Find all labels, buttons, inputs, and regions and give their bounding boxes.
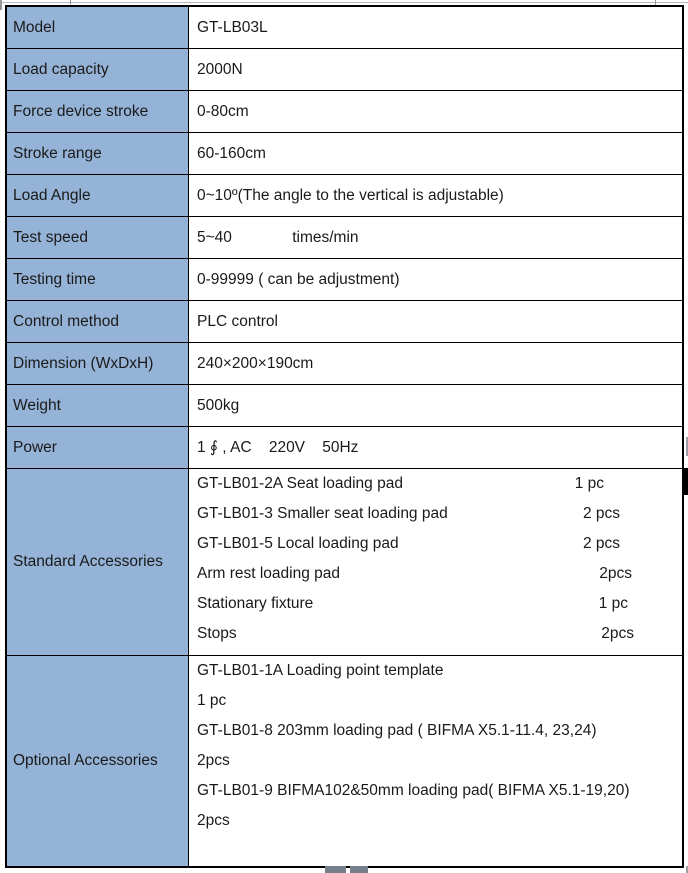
value-load-capacity-text: 2000N bbox=[197, 60, 243, 78]
value-dimension-text: 240×200×190cm bbox=[197, 354, 314, 372]
value-load-angle bbox=[189, 175, 682, 217]
optional-accessory-line: GT-LB01-8 203mm loading pad ( BIFMA X5.1-11.4, 23,24) bbox=[197, 722, 597, 739]
value-standard-accessories bbox=[189, 469, 682, 656]
accessory-qty: 2pcs bbox=[601, 625, 634, 642]
label-optional-accessories bbox=[7, 656, 189, 866]
value-force-device-stroke bbox=[189, 91, 682, 133]
value-power bbox=[189, 427, 682, 469]
label-testing-time bbox=[7, 259, 189, 301]
value-load-angle-text: 0~10º(The angle to the vertical is adjustable) bbox=[197, 186, 504, 204]
label-load-capacity bbox=[7, 49, 189, 91]
label-test-speed bbox=[7, 217, 189, 259]
label-standard-accessories bbox=[7, 469, 189, 656]
standard-accessory-item bbox=[189, 529, 682, 559]
label-model-text: Model bbox=[13, 18, 56, 36]
vertical-scrollbar-thumb[interactable] bbox=[683, 468, 688, 495]
value-weight-text: 500kg bbox=[197, 396, 240, 414]
accessory-name: GT-LB01-5 Local loading pad bbox=[197, 535, 399, 552]
label-model bbox=[7, 7, 189, 49]
accessory-name: Stationary fixture bbox=[197, 595, 314, 612]
standard-accessory-item bbox=[189, 499, 682, 529]
accessory-name: GT-LB01-2A Seat loading pad bbox=[197, 475, 403, 492]
standard-accessory-item bbox=[189, 559, 682, 589]
value-testing-time-text: 0-99999 ( can be adjustment) bbox=[197, 270, 400, 288]
label-load-capacity-text: Load capacity bbox=[13, 60, 109, 78]
label-stroke-range-text: Stroke range bbox=[13, 144, 102, 162]
label-testing-time-text: Testing time bbox=[13, 270, 96, 288]
label-optional-accessories-text: Optional Accessories bbox=[13, 752, 158, 769]
standard-accessory-item bbox=[189, 589, 682, 619]
value-weight bbox=[189, 385, 682, 427]
accessory-qty: 1 pc bbox=[598, 595, 628, 612]
label-dimension-text: Dimension (WxDxH) bbox=[13, 354, 154, 372]
accessory-qty: 1 pc bbox=[574, 475, 604, 492]
accessory-qty: 2pcs bbox=[599, 565, 632, 582]
accessory-name: Arm rest loading pad bbox=[197, 565, 341, 582]
gridline-tick-left bbox=[0, 0, 2, 10]
optional-accessory-line: GT-LB01-9 BIFMA102&50mm loading pad( BIFMA X5.1-19,20) bbox=[197, 782, 630, 799]
specification-table bbox=[5, 5, 684, 868]
label-weight bbox=[7, 385, 189, 427]
value-force-device-stroke-text: 0-80cm bbox=[197, 102, 249, 120]
value-model-text: GT-LB03L bbox=[197, 18, 268, 36]
value-stroke-range-text: 60-160cm bbox=[197, 144, 266, 162]
label-load-angle bbox=[7, 175, 189, 217]
optional-accessory-line: GT-LB01-1A Loading point template bbox=[197, 662, 444, 679]
label-load-angle-text: Load Angle bbox=[13, 186, 91, 204]
value-test-speed-text: 5~40 times/min bbox=[197, 228, 359, 246]
label-power-text: Power bbox=[13, 438, 57, 456]
optional-accessory-line: 2pcs bbox=[197, 812, 230, 829]
gridline-top bbox=[0, 2, 688, 3]
value-model bbox=[189, 7, 682, 49]
label-force-device-stroke-text: Force device stroke bbox=[13, 102, 149, 120]
value-dimension bbox=[189, 343, 682, 385]
accessory-qty: 2 pcs bbox=[582, 535, 620, 552]
horizontal-scrollbar-thumb-left[interactable] bbox=[325, 866, 346, 873]
optional-accessory-line: 2pcs bbox=[197, 752, 230, 769]
accessory-name: GT-LB01-3 Smaller seat loading pad bbox=[197, 505, 448, 522]
label-test-speed-text: Test speed bbox=[13, 228, 88, 246]
value-load-capacity bbox=[189, 49, 682, 91]
value-optional-accessories bbox=[189, 656, 682, 866]
standard-accessory-item bbox=[189, 619, 682, 649]
value-test-speed bbox=[189, 217, 682, 259]
accessory-qty: 2 pcs bbox=[582, 505, 620, 522]
value-power-text: 1 ∮ , AC 220V 50Hz bbox=[197, 439, 359, 456]
accessory-name: Stops bbox=[197, 625, 237, 642]
value-stroke-range bbox=[189, 133, 682, 175]
label-dimension bbox=[7, 343, 189, 385]
label-weight-text: Weight bbox=[13, 396, 61, 414]
horizontal-scrollbar-thumb-right[interactable] bbox=[350, 866, 368, 873]
optional-accessory-line: 1 pc bbox=[197, 692, 227, 709]
label-stroke-range bbox=[7, 133, 189, 175]
value-control-method-text: PLC control bbox=[197, 312, 278, 330]
value-testing-time bbox=[189, 259, 682, 301]
standard-accessory-item bbox=[189, 469, 682, 499]
label-power bbox=[7, 427, 189, 469]
value-control-method bbox=[189, 301, 682, 343]
label-control-method-text: Control method bbox=[13, 312, 119, 330]
label-control-method bbox=[7, 301, 189, 343]
label-standard-accessories-text: Standard Accessories bbox=[13, 553, 163, 570]
label-force-device-stroke bbox=[7, 91, 189, 133]
